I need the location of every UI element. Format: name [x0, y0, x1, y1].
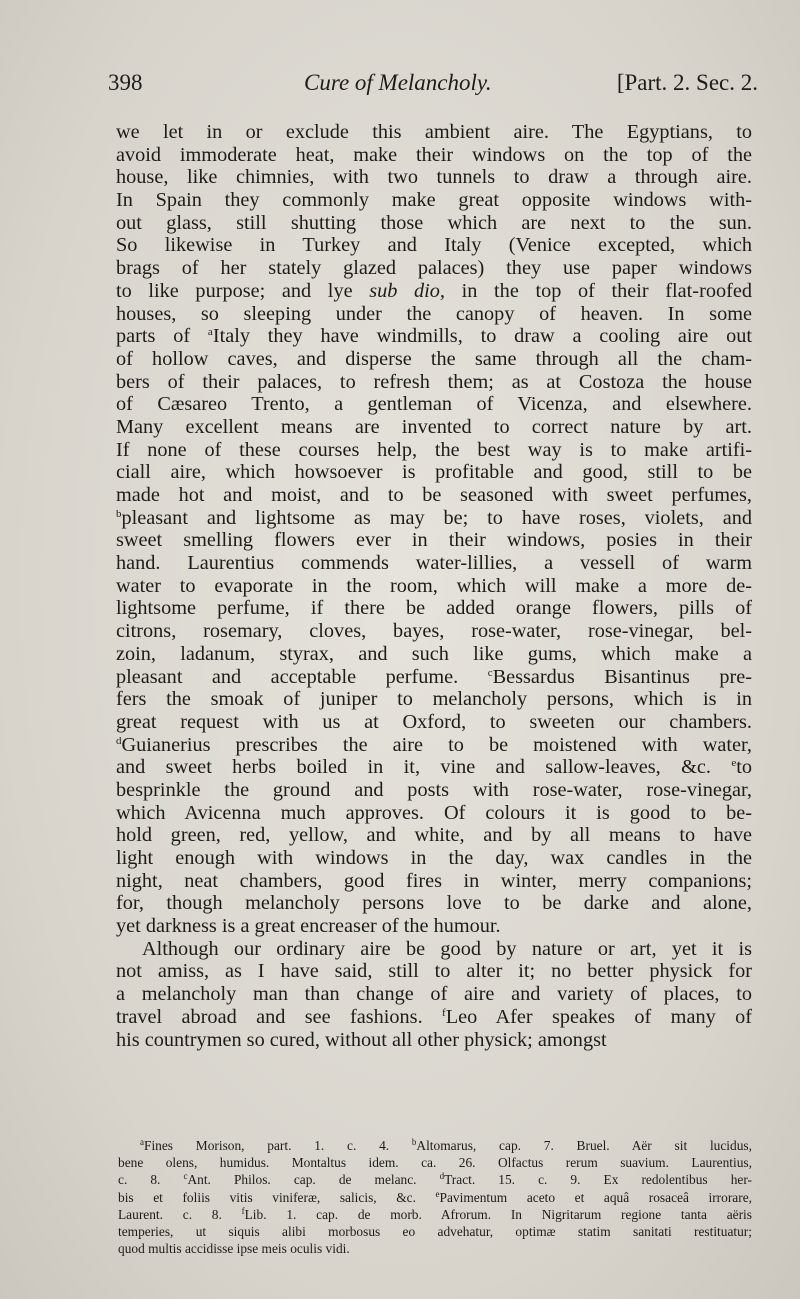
- text-segment: Fines Morison, part. 1. c. 4.: [144, 1138, 412, 1153]
- text-segment: not amiss, as I have said, still to alter it; no better physick for: [116, 960, 752, 983]
- text-segment: sweet smelling flowers ever in their windows, posies in their: [116, 529, 752, 552]
- text-segment: of hollow caves, and disperse the same through all the cham-: [116, 347, 752, 370]
- text-line: [116, 212, 752, 235]
- text-segment: which Avicenna much approves. Of colours it is good to be-: [116, 801, 752, 824]
- page-number: 398: [108, 70, 143, 95]
- text-segment: to like purpose; and lye: [116, 279, 370, 302]
- footnote-line: [118, 1206, 752, 1223]
- text-segment: his countrymen so cured, without all other physick; amongst: [116, 1028, 607, 1051]
- text-line: [116, 257, 752, 280]
- text-segment: bene olens, humidus. Montaltus idem. ca. 26. Olfactus rerum suavium. Laurentius,: [118, 1155, 752, 1171]
- text-line: [116, 507, 752, 530]
- text-line: [116, 1029, 752, 1052]
- text-segment: Tract. 15. c. 9. Ex redolentibus her-: [444, 1172, 752, 1188]
- text-line: [116, 870, 752, 893]
- text-segment: temperies, ut siquis alibi morbosus eo advehatur, optimæ statim sanitati restituatur;: [118, 1223, 752, 1239]
- text-segment: fers the smoak of juniper to melancholy persons, which is in: [116, 688, 752, 711]
- text-line: [116, 892, 752, 915]
- text-segment: hold green, red, yellow, and white, and by all means to have: [116, 824, 752, 847]
- text-segment: travel abroad and see fashions.: [116, 1005, 443, 1028]
- text-line: [116, 529, 752, 552]
- text-segment: lightsome perfume, if there be added orange flowers, pills of: [116, 597, 752, 620]
- text-segment: pleasant and acceptable perfume.: [116, 665, 488, 688]
- footnotes: [118, 1137, 752, 1257]
- italic-phrase: sub dio,: [369, 279, 446, 302]
- text-line: [116, 824, 752, 847]
- text-segment: a melancholy man than change of aire and variety of places, to: [116, 983, 752, 1006]
- text-segment: to: [736, 756, 752, 779]
- text-segment: out glass, still shutting those which are next to the sun.: [116, 211, 752, 234]
- text-segment: light enough with windows in the day, wax candles in the: [116, 847, 752, 869]
- text-line: [116, 348, 752, 371]
- footnote-line: [118, 1171, 752, 1188]
- footnote-marker: b: [411, 1137, 417, 1147]
- text-segment: made hot and moist, and to be seasoned with sweet perfumes,: [116, 484, 752, 506]
- footnote-marker: f: [442, 1006, 446, 1019]
- text-line: [116, 847, 752, 870]
- text-line: [116, 960, 752, 983]
- text-segment: for, though melancholy persons love to be darke and alone,: [116, 892, 752, 915]
- text-line: [116, 938, 752, 961]
- text-line: [116, 234, 752, 257]
- text-line: [116, 166, 752, 189]
- text-segment: besprinkle the ground and posts with rose-water, rose-vinegar,: [116, 778, 752, 801]
- text-line: [116, 416, 752, 439]
- footnote-marker: f: [241, 1205, 245, 1216]
- footnote-marker: c: [183, 1171, 188, 1182]
- footnote-marker: b: [116, 507, 122, 520]
- text-line: [116, 121, 752, 144]
- text-segment: citrons, rosemary, cloves, bayes, rose-water, rose-vinegar, bel-: [116, 620, 752, 643]
- text-line: [116, 552, 752, 575]
- running-header: [108, 70, 758, 106]
- text-segment: avoid immoderate heat, make their windows on the top of the: [116, 143, 752, 166]
- text-line: [116, 711, 752, 734]
- running-title: Cure of Melancholy.: [304, 70, 492, 95]
- text-segment: night, neat chambers, good fires in winter, merry companions;: [116, 869, 752, 892]
- footnote-line: [118, 1189, 752, 1206]
- text-segment: zoin, ladanum, styrax, and such like gums, which make a: [116, 642, 752, 665]
- text-line: [116, 983, 752, 1006]
- text-segment: bis et foliis vitis viniferæ, salicis, &c.: [118, 1189, 436, 1205]
- footnote-marker: e: [731, 757, 737, 770]
- text-segment: So likewise in Turkey and Italy (Venice excepted, which: [116, 234, 752, 257]
- text-segment: Guianerius prescribes the aire to be moistened with water,: [121, 733, 752, 756]
- text-line: [116, 643, 752, 666]
- text-line: [116, 189, 752, 212]
- text-line: [116, 915, 752, 938]
- text-segment: pleasant and lightsome as may be; to have roses, violets, and: [121, 506, 752, 529]
- text-segment: hand. Laurentius commends water-lillies, a vessell of warm: [116, 552, 752, 575]
- text-segment: Ant. Philos. cap. de melanc.: [187, 1172, 440, 1188]
- text-line: [116, 303, 752, 326]
- text-segment: yet darkness is a great encreaser of the humour.: [116, 915, 501, 938]
- text-line: [116, 575, 752, 598]
- footnote-line: [118, 1223, 752, 1240]
- text-line: [116, 461, 752, 484]
- text-segment: Laurent. c. 8.: [118, 1206, 242, 1222]
- text-segment: of Cæsareo Trento, a gentleman of Vicenza, and elsewhere.: [116, 393, 752, 416]
- footnote-marker: d: [116, 734, 122, 747]
- text-line: [116, 756, 752, 779]
- text-segment: parts of: [116, 325, 208, 348]
- text-line: [116, 484, 752, 507]
- text-line: [116, 144, 752, 167]
- text-segment: If none of these courses help, the best way is to make artifi-: [116, 438, 752, 461]
- footnote-marker: a: [207, 326, 213, 339]
- text-line: [116, 325, 752, 348]
- footnote-marker: c: [487, 666, 493, 679]
- text-line: [116, 666, 752, 689]
- text-line: [116, 393, 752, 416]
- text-line: [116, 688, 752, 711]
- text-segment: Although our ordinary aire be good by nature or art, yet it is: [142, 937, 752, 960]
- text-line: [116, 597, 752, 620]
- text-segment: In Spain they commonly make great opposite windows with-: [116, 189, 752, 212]
- body-text: [116, 121, 752, 1051]
- text-segment: Pavimentum aceto et aquâ rosaceâ irrorare,: [439, 1189, 752, 1205]
- text-line: [116, 1006, 752, 1029]
- text-segment: we let in or exclude this ambient aire. The Egyptians, to: [116, 121, 752, 143]
- text-line: [116, 439, 752, 462]
- text-line: [116, 280, 752, 303]
- text-segment: Italy they have windmills, to draw a cooling aire out: [212, 325, 753, 348]
- text-line: [116, 620, 752, 643]
- footnote-marker: e: [435, 1188, 440, 1199]
- text-segment: Leo Afer speakes of many of: [445, 1005, 752, 1028]
- footnote-marker: d: [439, 1171, 445, 1182]
- text-segment: house, like chimnies, with two tunnels to draw a through aire.: [116, 166, 752, 189]
- text-line: [116, 734, 752, 757]
- text-line: [116, 779, 752, 802]
- section-label: [Part. 2. Sec. 2.: [616, 70, 758, 95]
- text-segment: Altomarus, cap. 7. Bruel. Aër sit lucidus,: [416, 1138, 752, 1153]
- text-segment: great request with us at Oxford, to sweeten our chambers.: [116, 710, 752, 733]
- text-segment: houses, so sleeping under the canopy of heaven. In some: [116, 302, 752, 325]
- text-line: [116, 802, 752, 825]
- text-segment: and sweet herbs boiled in it, vine and sallow-leaves, &c.: [116, 756, 732, 779]
- text-segment: in the top of their flat-roofed: [445, 279, 752, 302]
- footnote-line: [118, 1137, 752, 1154]
- text-line: [116, 371, 752, 394]
- text-segment: Many excellent means are invented to correct nature by art.: [116, 415, 752, 438]
- footnote-marker: a: [140, 1137, 144, 1147]
- text-segment: Lib. 1. cap. de morb. Afrorum. In Nigritarum regione tanta aëris: [244, 1206, 752, 1222]
- text-segment: quod multis accidisse ipse meis oculis vidi.: [118, 1241, 350, 1257]
- footnote-line: [118, 1154, 752, 1171]
- footnote-line: [118, 1240, 752, 1257]
- text-segment: bers of their palaces, to refresh them; as at Costoza the house: [116, 370, 752, 393]
- text-segment: c. 8.: [118, 1172, 184, 1188]
- text-segment: brags of her stately glazed palaces) they use paper windows: [116, 257, 752, 280]
- text-segment: ciall aire, which howsoever is profitable and good, still to be: [116, 461, 752, 484]
- text-segment: Bessardus Bisantinus pre-: [492, 665, 752, 688]
- text-segment: water to evaporate in the room, which will make a more de-: [116, 574, 752, 597]
